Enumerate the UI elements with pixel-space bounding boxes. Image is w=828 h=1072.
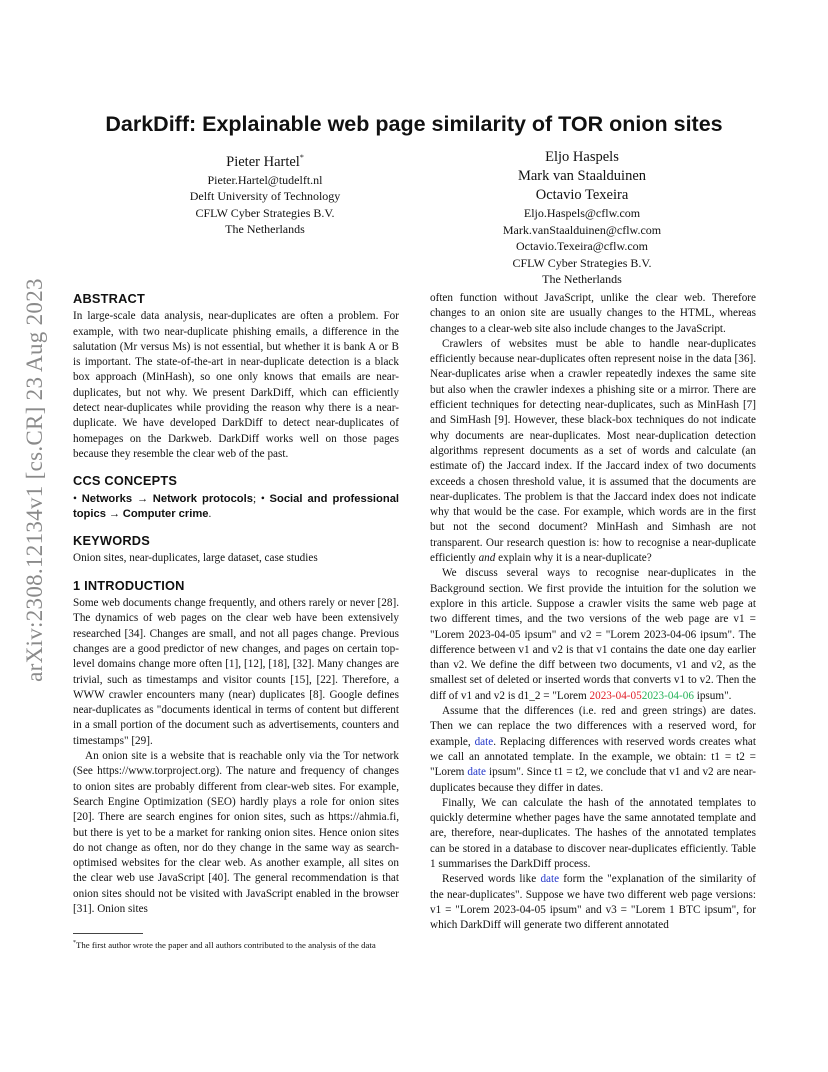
author-block-1	[150, 148, 380, 238]
body-paragraph: Assume that the differences (i.e. red and green strings) are dates. Then we can replace the two differences with a reserved word, for example, date. Replacing differences with reserved words creates what we call an annotated template. In the example, we obtain: t1 = t2 = "Lorem date ipsum". Since t1 = t2, we conclude that v1 and v2 are near-duplicates because they differ in dates.	[430, 705, 757, 794]
arxiv-identifier: arXiv:2308.12134v1 [cs.CR] 23 Aug 2023	[22, 277, 47, 682]
author-country: The Netherlands	[542, 272, 622, 286]
author-name: Pieter Hartel*	[226, 153, 304, 170]
author-email: Octavio.Texeira@cflw.com	[515, 239, 649, 253]
intro-paragraph: An onion site is a website that is reachable only via the Tor network (See https://www.torproject.org). The nature and frequency of changes to onion sites are probably different from clear-web sites. For example, Search Engine Optimization (SEO) hardly plays a role for onion sites [20]. There are search engines for onion sites, such as https://ahmia.fi, but there is yet to be a market for ranking onion sites. Hence onion sites do not change as often, nor do they change in the same way as search-optimised websites for the clear web. As another example, all sites on the clear web use JavaScript [40]. The general recommendation is that onion sites should not be visited with JavaScript enabled in the browser [31]. Onion sites	[73, 750, 399, 915]
reserved-word: date	[540, 873, 560, 886]
keywords-text: Onion sites, near-duplicates, large dataset, case studies	[73, 552, 318, 565]
body-paragraph: We discuss several ways to recognise near-duplicates in the Background section. We first provide the intuition for the solution we explore in this article. Suppose a crawler visits the same web page at two different times, and the two versions of the web page are v1 = "Lorem 2023-04-05 ipsum" and v2 = "Lorem 2023-04-06 ipsum". The difference between v1 and v2 is that v1 contains the date one day earlier than v2. We define the diff between two documents, v1 and v2, as the smallest set of deleted or inserted words that converts v1 to v2. Then the diff of v1 and v2 is d1_2 = "Lorem 2023-04-052023-04-06 ipsum".	[430, 567, 756, 702]
footnote: *The first author wrote the paper and all authors contributed to the analysis of the data	[73, 939, 376, 950]
ccs-heading: CCS CONCEPTS	[73, 473, 178, 489]
abstract-heading: ABSTRACT	[73, 291, 145, 306]
body-paragraph: often function without JavaScript, unlike the clear web. Therefore changes to an onion site are usually changes to the HTML, whereas changes to a clear-web site also include changes to the JavaScript.	[430, 292, 756, 335]
body-paragraph: Finally, We can calculate the hash of the annotated templates to quickly determine whether pages have the same annotated template and are, therefore, near-duplicates. The hashes of the annotated templates can be stored in a database to discover near-duplicates efficiently. Table 1 summarises the DarkDiff process.	[430, 796, 756, 870]
author-email: Pieter.Hartel@tudelft.nl	[207, 172, 323, 187]
author-block-2	[460, 148, 704, 288]
introduction-heading: 1 INTRODUCTION	[73, 577, 185, 593]
diff-deleted-text: 2023-04-05	[589, 689, 642, 702]
ccs-concepts: • Networks → Network protocols; • Social and professional topics → Computer crime.	[73, 492, 400, 520]
author-affiliation: CFLW Cyber Strategies B.V.	[195, 205, 335, 220]
left-column	[73, 291, 399, 917]
right-column	[430, 291, 756, 933]
body-paragraph: Reserved words like date form the "explanation of the similarity of the near-duplicates". Suppose we have two different web page versions: v1 = "Lorem 2023-04-05 ipsum" and v3 = "Lorem 1 BTC ipsum", for which DarkDiff will generate two different annotated	[430, 873, 757, 932]
arxiv-sidebar-stamp	[22, 277, 48, 682]
paper-title: DarkDiff: Explainable web page similarity of TOR onion sites	[105, 112, 723, 136]
keywords-heading: KEYWORDS	[73, 533, 150, 549]
author-email: Eljo.Haspels@cflw.com	[523, 206, 641, 220]
reserved-word: date	[474, 735, 494, 748]
author-affiliation: CFLW Cyber Strategies B.V.	[512, 255, 652, 270]
reserved-word: date	[467, 766, 487, 779]
author-name: Octavio Texeira	[535, 187, 629, 203]
body-paragraph: Crawlers of websites must be able to handle near-duplicates efficiently because near-duplicates often represent noise in the data [36]. Near-duplicates arise when a crawler repeatedly indexes the same site but also when the crawler indexes a phishing site or a mirror. There are efficient techniques for detecting near-duplicates, such as MinHash [7] and SimHash [9]. However, these black-box techniques do not indicate why documents are near-duplicates. Most near-duplication detection algorithms represent documents as a set of words and calculate (an estimate of) the Jaccard index. If the Jaccard index of two documents exceeds a chosen threshold value, it is assumed that the documents are near-duplicates. The problem is that the Jaccard index does not indicate why that would be the case. For example, which words are in the first but not the second document? MinHash and Simhash are not transparent. Our research question is: how to recognise a near-duplicate efficiently and explain why it is a near-duplicate?	[430, 337, 756, 565]
author-country: The Netherlands	[225, 222, 305, 237]
author-name: Mark van Staalduinen	[517, 168, 647, 184]
abstract-text: In large-scale data analysis, near-duplicates are often a problem. For example, with two near-duplicate phishing emails, a difference in the salutation (Mr versus Ms) is not essential, but whether it is bank A or B is important. The state-of-the-art in near-duplicate detection is a black box approach (MinHash), so one only knows that emails are near-duplicates, but not why. We present DarkDiff, which can efficiently detect near-duplicates while providing the reason why there is a near-duplicate. We have developed DarkDiff to detect near-duplicates of homepages on the Darkweb. DarkDiff works well on those pages because they resemble the clear web of the past.	[73, 310, 399, 460]
author-email: Mark.vanStaalduinen@cflw.com	[502, 222, 662, 237]
footnote-divider	[73, 933, 143, 934]
author-affiliation: Delft University of Technology	[189, 189, 341, 204]
intro-paragraph: Some web documents change frequently, and others rarely or never [28]. The dynamics of web pages on the clear web have been extensively researched [34]. Changes are small, and not all pages change. Previous changes are a good predictor of new changes, and pages on certain top-level domains change more often [1], [12], [18], [32]. Many changes are trivial, such as timestamps and visitor counts [15], [22]. Therefore, a WWW crawler encounters many (near) duplicates [8]. Google defines near-duplicates as "documents identical in terms of content but different in a small portion of the document such as advertisements, counters and timestamps" [29].	[73, 597, 399, 747]
diff-inserted-text: 2023-04-06	[641, 689, 694, 702]
author-name: Eljo Haspels	[545, 149, 619, 165]
